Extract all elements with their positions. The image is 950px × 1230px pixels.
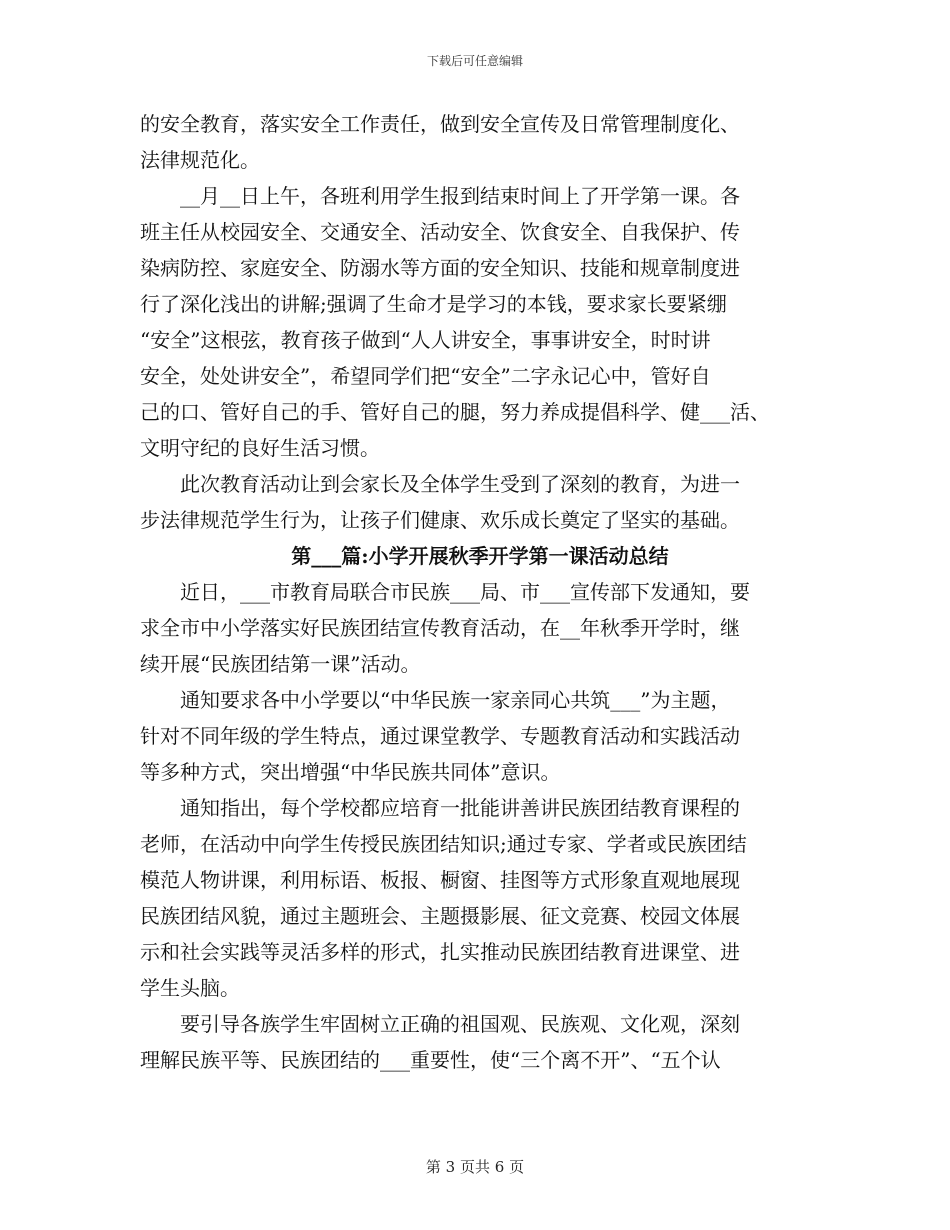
paragraph-line: 染病防控、家庭安全、防溺水等方面的安全知识、技能和规章制度进 <box>140 256 740 280</box>
paragraph-line: 通知要求各中小学要以“中华民族一家亲同心共筑___”为主题， <box>140 688 731 712</box>
paragraph-line: 近日，___市教育局联合市民族___局、市___宣传部下发通知，要 <box>140 580 750 604</box>
paragraph-line: 班主任从校园安全、交通安全、活动安全、饮食安全、自我保护、传 <box>140 220 740 244</box>
paragraph-line: 等多种方式，突出增强“中华民族共同体”意识。 <box>140 760 561 784</box>
paragraph-line: 学生头脑。 <box>140 976 240 1000</box>
section-heading: 第___篇:小学开展秋季开学第一课活动总结 <box>291 544 669 568</box>
paragraph-line: 要引导各族学生牢固树立正确的祖国观、民族观、文化观，深刻 <box>140 1012 740 1036</box>
page-footer: 第 3 页共 6 页 <box>425 1158 525 1176</box>
paragraph-line: 模范人物讲课，利用标语、板报、橱窗、挂图等方式形象直观地展现 <box>140 868 740 892</box>
paragraph-line: 步法律规范学生行为，让孩子们健康、欢乐成长奠定了坚实的基础。 <box>140 508 740 532</box>
paragraph-line: 老师，在活动中向学生传授民族团结知识;通过专家、学者或民族团结 <box>140 832 747 856</box>
document-body <box>140 106 820 1078</box>
paragraph-line: 示和社会实践等灵活多样的形式，扎实推动民族团结教育进课堂、进 <box>140 940 740 964</box>
paragraph-line: 法律规范化。 <box>140 148 260 172</box>
paragraph-line: 理解民族平等、民族团结的___重要性，使“三个离不开”、“五个认 <box>140 1048 721 1072</box>
paragraph-line: 行了深化浅出的讲解;强调了生命才是学习的本钱，要求家长要紧绷 <box>140 292 727 316</box>
page-header: 下载后可任意编辑 <box>426 54 523 68</box>
paragraph-line: 此次教育活动让到会家长及全体学生受到了深刻的教育，为进一 <box>140 472 740 496</box>
paragraph-line: 针对不同年级的学生特点，通过课堂教学、专题教育活动和实践活动 <box>140 724 740 748</box>
paragraph-line: 的安全教育，落实安全工作责任，做到安全宣传及日常管理制度化、 <box>140 112 740 136</box>
paragraph-line: 民族团结风貌，通过主题班会、主题摄影展、征文竞赛、校园文体展 <box>140 904 740 928</box>
paragraph-line: __月__日上午，各班利用学生报到结束时间上了开学第一课。各 <box>140 184 740 208</box>
paragraph-line: 己的口、管好自己的手、管好自己的腿，努力养成提倡科学、健___活、 <box>140 400 770 424</box>
paragraph-line: 通知指出，每个学校都应培育一批能讲善讲民族团结教育课程的 <box>140 796 740 820</box>
paragraph-line: 安全，处处讲安全”，希望同学们把“安全”二字永记心中，管好自 <box>140 364 711 388</box>
paragraph-line: 文明守纪的良好生活习惯。 <box>140 436 380 460</box>
paragraph-line: 续开展“民族团结第一课”活动。 <box>140 652 421 676</box>
paragraph-line: “安全”这根弦，教育孩子做到“人人讲安全，事事讲安全，时时讲 <box>140 328 711 352</box>
paragraph-line: 求全市中小学落实好民族团结宣传教育活动，在__年秋季开学时，继 <box>140 616 740 640</box>
